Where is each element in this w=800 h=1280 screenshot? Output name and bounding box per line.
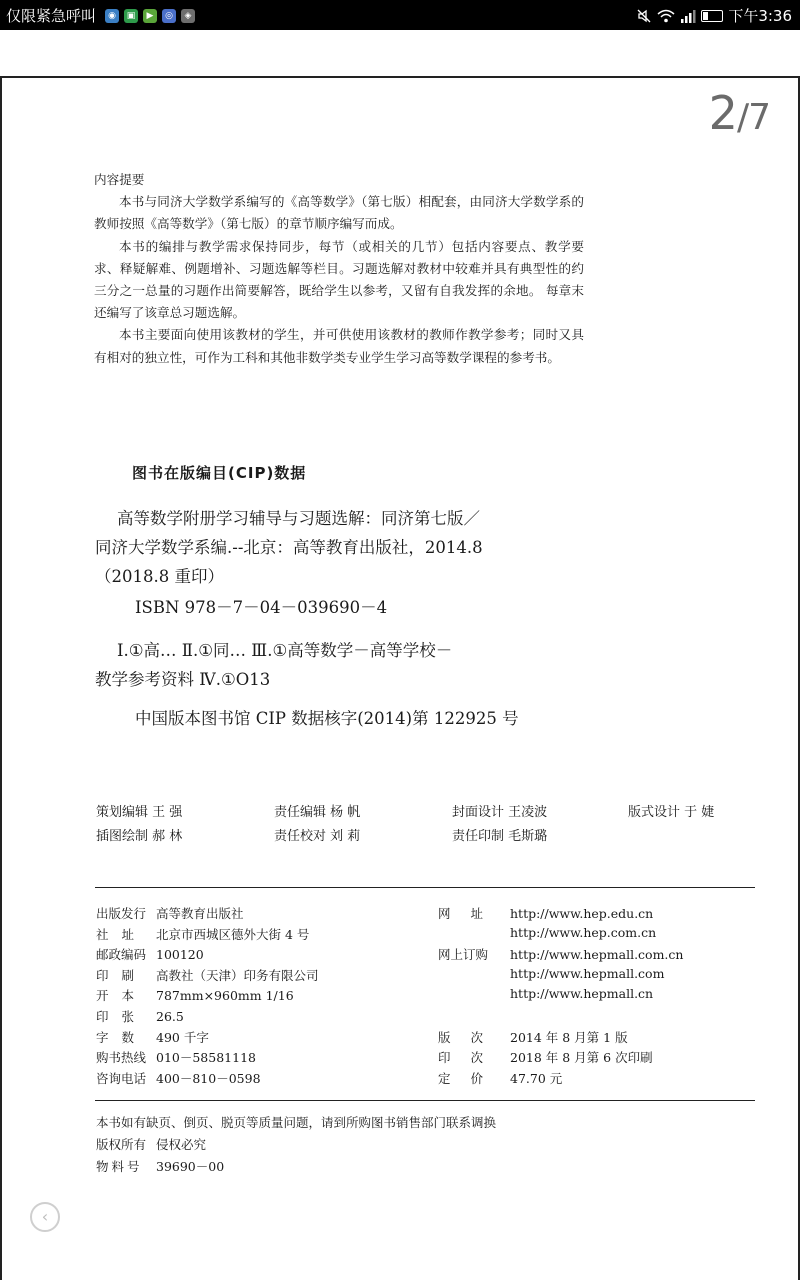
page-border [0,76,2,1280]
pub-row [438,966,683,987]
pub-label: 邮政编码 [96,947,147,963]
abstract-section [94,169,584,369]
copyright-value: 侵权必究 [156,1137,207,1152]
pub-row [438,1007,683,1028]
pub-row [96,1048,319,1069]
status-bar-left [6,5,195,26]
staff-credits [96,801,776,849]
staff-credit: 策划编辑 王 强 [96,805,183,820]
staff-credit: 责任印制 毛斯璐 [452,829,548,844]
pub-row [438,904,683,925]
chevron-left-icon: ‹ [41,1207,49,1226]
order-link[interactable]: http://www.hepmall.com [510,965,665,981]
item-number-label: 物料号 [96,1159,143,1174]
pub-row [96,1007,319,1028]
pub-value: 26.5 [156,1008,184,1024]
cip-reprint-line: （2018.8 重印） [95,567,224,586]
pub-row [96,986,319,1007]
pub-label: 购书热线 [96,1050,147,1066]
app-icon-5: ◈ [181,9,195,23]
pub-label: 印刷 [96,967,148,983]
footer [96,1112,496,1178]
pub-label: 印张 [96,1008,148,1024]
pub-row [438,986,683,1007]
app-icon-2: ▣ [124,9,138,23]
item-number-row [96,1156,496,1178]
item-number-value: 39690－00 [156,1159,225,1174]
pub-label: 版次 [438,1029,504,1045]
pub-row [96,1028,319,1049]
pub-row [96,925,319,946]
publication-left-column [96,904,319,1089]
pub-value: 高教社（天津）印务有限公司 [156,967,319,983]
order-link[interactable]: http://www.hepmall.com.cn [510,947,684,963]
page-border [0,76,800,78]
pub-row [438,1069,683,1090]
cip-title: 图书在版编目(CIP)数据 [132,464,307,482]
pub-label: 出版发行 [96,906,147,921]
page-separator: / [736,97,749,138]
copyright-row [96,1134,496,1156]
order-link[interactable]: http://www.hepmall.cn [510,986,654,1002]
pub-value: 490 千字 [156,1029,209,1045]
pub-row [438,1048,683,1069]
pub-label: 网址 [438,906,504,921]
staff-row [96,801,776,825]
abstract-paragraph: 本书主要面向使用该教材的学生，并可供使用该教材的教师作教学参考；同时又具有相对的独立性，可作为工科和其他非数学类专业学生学习高等数学课程的参考书。 [94,327,584,365]
status-bar [0,0,800,30]
staff-row [96,825,776,849]
pub-label: 定价 [438,1070,504,1086]
quality-notice: 本书如有缺页、倒页、脱页等质量问题，请到所购图书销售部门联系调换 [96,1115,497,1130]
website-link[interactable]: http://www.hep.edu.cn [510,906,654,921]
pub-value: 787mm×960mm 1/16 [156,988,294,1004]
pub-label: 网上订购 [438,947,489,963]
isbn: ISBN 978－7－04－039690－4 [135,598,388,617]
price: 47.70 元 [510,1070,563,1086]
publication-right-column [438,904,683,1089]
pub-label: 咨询电话 [96,1070,147,1086]
pub-value: 010－58581118 [156,1050,256,1066]
abstract-title: 内容提要 [94,172,145,187]
mute-icon [636,8,652,24]
staff-credit: 版式设计 于 婕 [628,805,715,820]
pub-label: 印次 [438,1050,504,1066]
battery-icon [701,10,723,22]
pub-row [96,1069,319,1090]
pub-value: 100120 [156,947,204,963]
total-pages: 7 [748,97,770,138]
pub-row [96,945,319,966]
pub-label: 字数 [96,1029,148,1045]
emergency-calls-only-text: 仅限紧急呼叫 [6,7,97,25]
cip-classification: 教学参考资料 Ⅳ.①O13 [95,670,271,689]
app-icon-4: ◎ [162,9,176,23]
pub-value: 2014 年 8 月第 1 版 [510,1029,628,1045]
pub-row [96,904,319,925]
pub-value: 高等教育出版社 [156,906,244,921]
pub-value: 2018 年 8 月第 6 次印刷 [510,1050,653,1066]
pub-label: 社址 [96,926,148,942]
pub-row [438,945,683,966]
app-icon-1: ◉ [105,9,119,23]
wifi-icon [657,8,675,24]
cip-classification: Ⅰ.①高… Ⅱ.①同… Ⅲ.①高等数学－高等学校－ [117,641,453,660]
staff-credit: 封面设计 王凌波 [452,805,548,820]
staff-credit: 责任编辑 杨 帆 [274,805,361,820]
cip-title-line: 高等数学附册学习辅导与习题选解：同济第七版／ [117,509,480,528]
cip-block [95,504,585,733]
abstract-paragraph: 本书的编排与教学需求保持同步，每节（或相关的几节）包括内容要点、教学要求、释疑解难、例题增补、习题选解等栏目。习题选解对教材中较难并具有典型性的约三分之一总量的习题作出简要解答，既给学生以参考，又留有自我发挥的余地。 每章末还编写了该章总习题选解。 [94,238,584,321]
pub-row [438,925,683,946]
pub-value: 400－810－0598 [156,1070,261,1086]
cip-author-line: 同济大学数学系编.--北京：高等教育出版社，2014.8 [95,538,483,557]
status-bar-right [636,5,792,26]
divider [95,887,755,888]
back-button[interactable] [30,1202,60,1232]
copyright-label: 版权所有 [96,1137,147,1152]
pub-label: 开本 [96,988,148,1004]
staff-credit: 责任校对 刘 莉 [274,829,361,844]
pub-row [438,1028,683,1049]
page-indicator [709,86,770,140]
staff-credit: 插图绘制 郝 林 [96,829,183,844]
website-link[interactable]: http://www.hep.com.cn [510,924,657,940]
current-page: 2 [708,86,737,140]
clock: 下午3:36 [728,7,792,25]
pub-row [96,966,319,987]
pub-value: 北京市西城区德外大街 4 号 [156,926,310,942]
divider [95,1100,755,1101]
app-icon-3: ▶ [143,9,157,23]
signal-icon [680,8,696,24]
abstract-paragraph: 本书与同济大学数学系编写的《高等数学》（第七版）相配套，由同济大学数学系的教师按照《高等数学》（第七版）的章节顺序编写而成。 [94,194,584,232]
cip-number: 中国版本图书馆 CIP 数据核字(2014)第 122925 号 [135,709,519,728]
